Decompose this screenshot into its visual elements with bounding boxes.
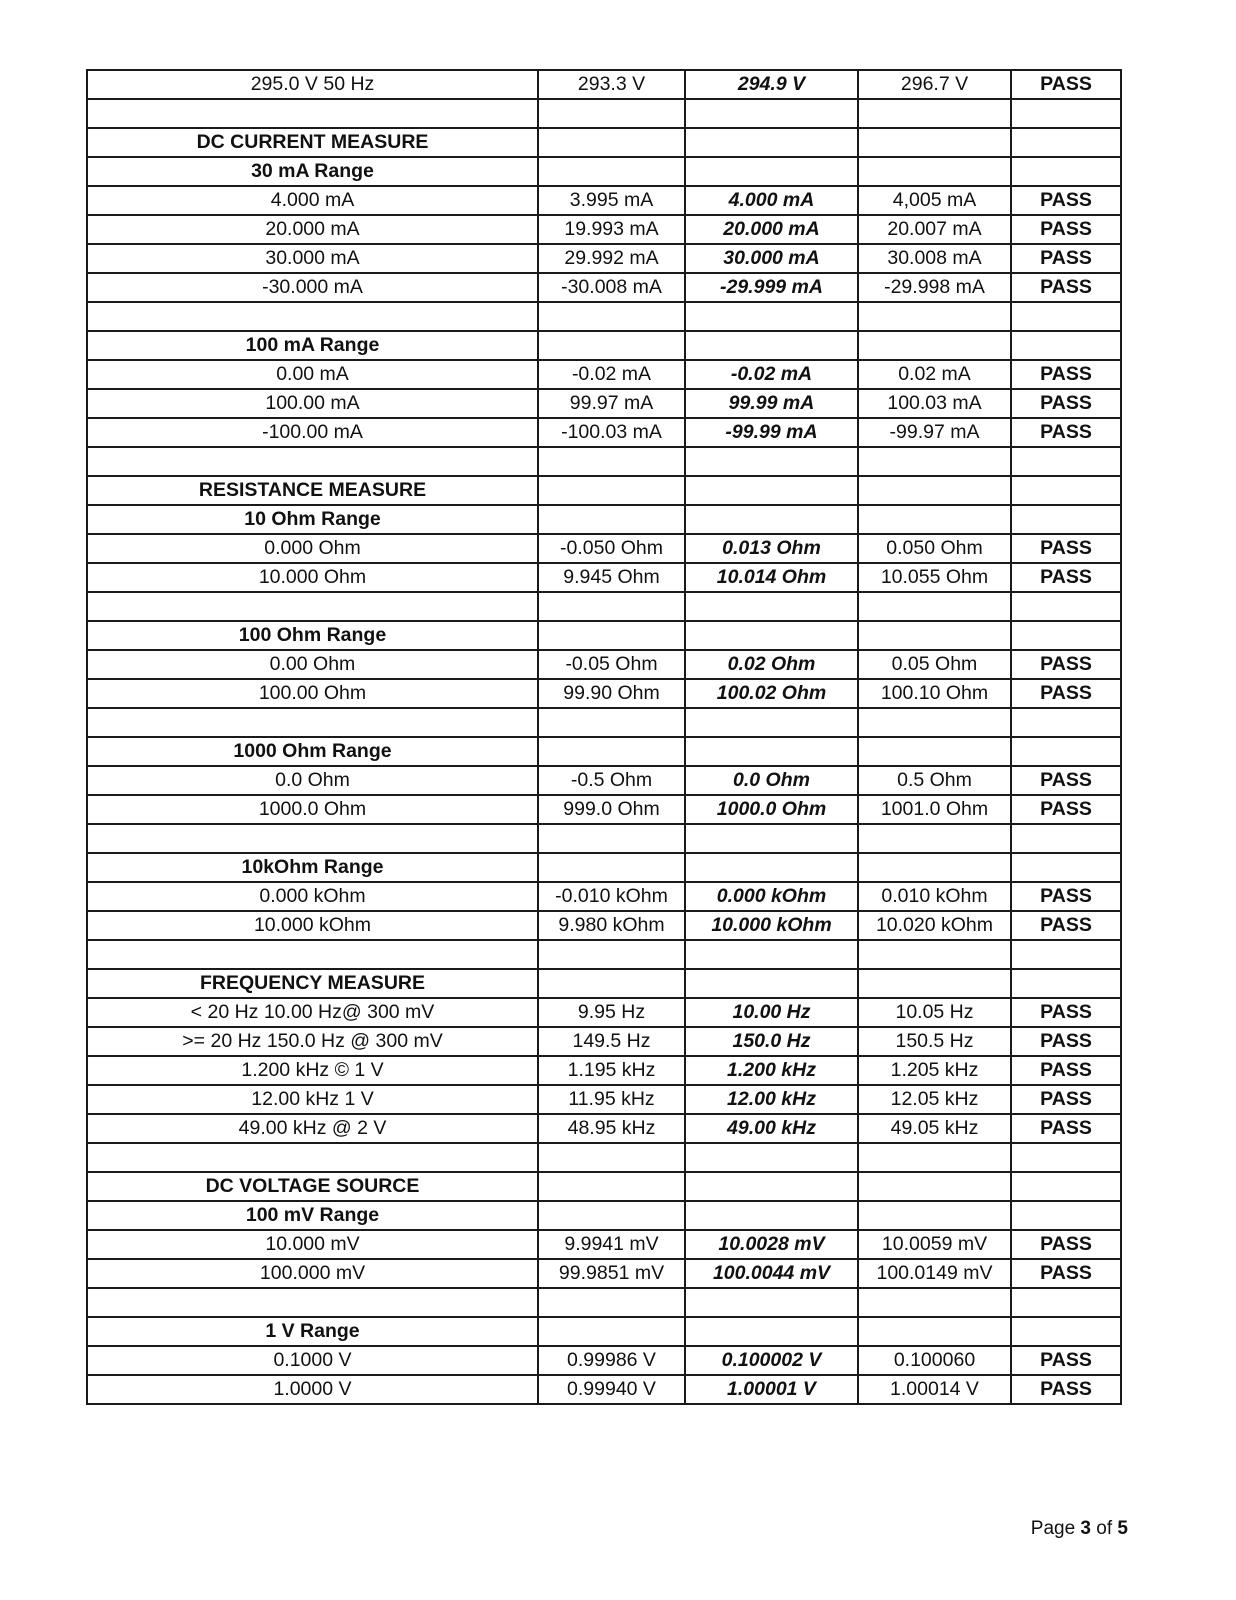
- page-number: [1031, 1518, 1128, 1540]
- section-header-row: [87, 1317, 1121, 1346]
- low-limit-cell: 999.0 Ohm: [538, 795, 685, 824]
- measured-cell: 1000.0 Ohm: [685, 795, 858, 824]
- low-limit-cell: 19.993 mA: [538, 215, 685, 244]
- result-cell: [1011, 1143, 1121, 1172]
- measured-cell: [685, 1201, 858, 1230]
- high-limit-cell: 100.03 mA: [858, 389, 1011, 418]
- result-cell: [1011, 447, 1121, 476]
- nominal-cell: 20.000 mA: [87, 215, 538, 244]
- table-row: [87, 824, 1121, 853]
- result-cell: [1011, 969, 1121, 998]
- low-limit-cell: -0.02 mA: [538, 360, 685, 389]
- low-limit-cell: [538, 940, 685, 969]
- measured-cell: 10.000 kOhm: [685, 911, 858, 940]
- high-limit-cell: 296.7 V: [858, 70, 1011, 99]
- nominal-cell: 10 Ohm Range: [87, 505, 538, 534]
- section-header-row: [87, 157, 1121, 186]
- nominal-cell: 1.200 kHz © 1 V: [87, 1056, 538, 1085]
- nominal-cell: 0.000 kOhm: [87, 882, 538, 911]
- section-header-row: [87, 505, 1121, 534]
- measured-cell: [685, 1143, 858, 1172]
- result-cell: PASS: [1011, 389, 1121, 418]
- low-limit-cell: [538, 1201, 685, 1230]
- nominal-cell: 100 Ohm Range: [87, 621, 538, 650]
- high-limit-cell: 10.055 Ohm: [858, 563, 1011, 592]
- nominal-cell: [87, 1288, 538, 1317]
- table-row: [87, 302, 1121, 331]
- table-row: [87, 273, 1121, 302]
- table-row: [87, 563, 1121, 592]
- table-row: [87, 650, 1121, 679]
- low-limit-cell: [538, 708, 685, 737]
- nominal-cell: DC VOLTAGE SOURCE: [87, 1172, 538, 1201]
- result-cell: PASS: [1011, 795, 1121, 824]
- low-limit-cell: 29.992 mA: [538, 244, 685, 273]
- low-limit-cell: [538, 1288, 685, 1317]
- result-cell: PASS: [1011, 1085, 1121, 1114]
- high-limit-cell: 12.05 kHz: [858, 1085, 1011, 1114]
- result-cell: PASS: [1011, 534, 1121, 563]
- nominal-cell: 100.00 mA: [87, 389, 538, 418]
- section-header-row: [87, 331, 1121, 360]
- page-current: 3: [1080, 1518, 1091, 1539]
- low-limit-cell: 0.99986 V: [538, 1346, 685, 1375]
- nominal-cell: 10.000 kOhm: [87, 911, 538, 940]
- nominal-cell: [87, 1143, 538, 1172]
- measured-cell: [685, 99, 858, 128]
- measured-cell: 12.00 kHz: [685, 1085, 858, 1114]
- nominal-cell: 100.000 mV: [87, 1259, 538, 1288]
- measured-cell: 1.200 kHz: [685, 1056, 858, 1085]
- nominal-cell: [87, 940, 538, 969]
- low-limit-cell: [538, 824, 685, 853]
- nominal-cell: 10kOhm Range: [87, 853, 538, 882]
- nominal-cell: < 20 Hz 10.00 Hz@ 300 mV: [87, 998, 538, 1027]
- measured-cell: [685, 940, 858, 969]
- measured-cell: [685, 853, 858, 882]
- result-cell: PASS: [1011, 650, 1121, 679]
- low-limit-cell: -100.03 mA: [538, 418, 685, 447]
- measured-cell: [685, 157, 858, 186]
- low-limit-cell: 149.5 Hz: [538, 1027, 685, 1056]
- low-limit-cell: [538, 1317, 685, 1346]
- low-limit-cell: [538, 621, 685, 650]
- nominal-cell: 100.00 Ohm: [87, 679, 538, 708]
- high-limit-cell: [858, 592, 1011, 621]
- result-cell: PASS: [1011, 911, 1121, 940]
- low-limit-cell: [538, 99, 685, 128]
- low-limit-cell: 0.99940 V: [538, 1375, 685, 1404]
- nominal-cell: 1.0000 V: [87, 1375, 538, 1404]
- nominal-cell: [87, 592, 538, 621]
- table-row: [87, 1027, 1121, 1056]
- nominal-cell: >= 20 Hz 150.0 Hz @ 300 mV: [87, 1027, 538, 1056]
- low-limit-cell: 1.195 kHz: [538, 1056, 685, 1085]
- nominal-cell: 4.000 mA: [87, 186, 538, 215]
- section-header-row: [87, 476, 1121, 505]
- result-cell: [1011, 853, 1121, 882]
- high-limit-cell: [858, 331, 1011, 360]
- result-cell: [1011, 476, 1121, 505]
- high-limit-cell: [858, 505, 1011, 534]
- nominal-cell: 0.000 Ohm: [87, 534, 538, 563]
- measured-cell: 150.0 Hz: [685, 1027, 858, 1056]
- low-limit-cell: 9.945 Ohm: [538, 563, 685, 592]
- table-row: [87, 1375, 1121, 1404]
- measured-cell: 0.02 Ohm: [685, 650, 858, 679]
- high-limit-cell: [858, 157, 1011, 186]
- table-row: [87, 1056, 1121, 1085]
- result-cell: [1011, 737, 1121, 766]
- high-limit-cell: 1.00014 V: [858, 1375, 1011, 1404]
- nominal-cell: 0.00 mA: [87, 360, 538, 389]
- nominal-cell: [87, 824, 538, 853]
- table-row: [87, 795, 1121, 824]
- result-cell: PASS: [1011, 215, 1121, 244]
- nominal-cell: 0.1000 V: [87, 1346, 538, 1375]
- high-limit-cell: 10.05 Hz: [858, 998, 1011, 1027]
- high-limit-cell: [858, 824, 1011, 853]
- result-cell: [1011, 824, 1121, 853]
- low-limit-cell: [538, 853, 685, 882]
- table-row: [87, 1085, 1121, 1114]
- result-cell: PASS: [1011, 1230, 1121, 1259]
- result-cell: PASS: [1011, 1027, 1121, 1056]
- nominal-cell: 10.000 Ohm: [87, 563, 538, 592]
- table-row: [87, 679, 1121, 708]
- measured-cell: 100.0044 mV: [685, 1259, 858, 1288]
- result-cell: PASS: [1011, 1056, 1121, 1085]
- section-header-row: [87, 621, 1121, 650]
- low-limit-cell: [538, 302, 685, 331]
- measured-cell: 100.02 Ohm: [685, 679, 858, 708]
- measured-cell: 49.00 kHz: [685, 1114, 858, 1143]
- high-limit-cell: 0.5 Ohm: [858, 766, 1011, 795]
- low-limit-cell: -0.5 Ohm: [538, 766, 685, 795]
- nominal-cell: RESISTANCE MEASURE: [87, 476, 538, 505]
- low-limit-cell: -0.050 Ohm: [538, 534, 685, 563]
- result-cell: [1011, 1317, 1121, 1346]
- result-cell: PASS: [1011, 1259, 1121, 1288]
- measured-cell: 0.0 Ohm: [685, 766, 858, 795]
- high-limit-cell: [858, 708, 1011, 737]
- high-limit-cell: [858, 621, 1011, 650]
- table-row: [87, 360, 1121, 389]
- low-limit-cell: [538, 476, 685, 505]
- section-header-row: [87, 969, 1121, 998]
- nominal-cell: [87, 447, 538, 476]
- nominal-cell: 30 mA Range: [87, 157, 538, 186]
- low-limit-cell: -30.008 mA: [538, 273, 685, 302]
- result-cell: PASS: [1011, 882, 1121, 911]
- low-limit-cell: 99.97 mA: [538, 389, 685, 418]
- nominal-cell: 295.0 V 50 Hz: [87, 70, 538, 99]
- result-cell: PASS: [1011, 1114, 1121, 1143]
- result-cell: [1011, 1201, 1121, 1230]
- table-row: [87, 1288, 1121, 1317]
- table-row: [87, 766, 1121, 795]
- result-cell: [1011, 157, 1121, 186]
- high-limit-cell: 100.10 Ohm: [858, 679, 1011, 708]
- low-limit-cell: [538, 447, 685, 476]
- measured-cell: 0.000 kOhm: [685, 882, 858, 911]
- low-limit-cell: 9.980 kOhm: [538, 911, 685, 940]
- nominal-cell: 1000 Ohm Range: [87, 737, 538, 766]
- nominal-cell: 49.00 kHz @ 2 V: [87, 1114, 538, 1143]
- measured-cell: -0.02 mA: [685, 360, 858, 389]
- nominal-cell: [87, 708, 538, 737]
- result-cell: PASS: [1011, 186, 1121, 215]
- result-cell: [1011, 331, 1121, 360]
- result-cell: PASS: [1011, 273, 1121, 302]
- high-limit-cell: [858, 128, 1011, 157]
- nominal-cell: 30.000 mA: [87, 244, 538, 273]
- measured-cell: 10.014 Ohm: [685, 563, 858, 592]
- table-row: [87, 70, 1121, 99]
- result-cell: PASS: [1011, 244, 1121, 273]
- section-header-row: [87, 737, 1121, 766]
- high-limit-cell: [858, 99, 1011, 128]
- low-limit-cell: 11.95 kHz: [538, 1085, 685, 1114]
- table-row: [87, 1346, 1121, 1375]
- page-total: 5: [1117, 1518, 1128, 1539]
- measured-cell: [685, 621, 858, 650]
- result-cell: [1011, 302, 1121, 331]
- high-limit-cell: [858, 1143, 1011, 1172]
- low-limit-cell: 99.90 Ohm: [538, 679, 685, 708]
- nominal-cell: 100 mV Range: [87, 1201, 538, 1230]
- nominal-cell: [87, 99, 538, 128]
- table-row: [87, 244, 1121, 273]
- high-limit-cell: 10.0059 mV: [858, 1230, 1011, 1259]
- measured-cell: [685, 737, 858, 766]
- measured-cell: [685, 1172, 858, 1201]
- result-cell: PASS: [1011, 1375, 1121, 1404]
- nominal-cell: -100.00 mA: [87, 418, 538, 447]
- table-row: [87, 1143, 1121, 1172]
- table-row: [87, 911, 1121, 940]
- table-row: [87, 882, 1121, 911]
- measured-cell: 10.0028 mV: [685, 1230, 858, 1259]
- measured-cell: [685, 505, 858, 534]
- result-cell: PASS: [1011, 418, 1121, 447]
- low-limit-cell: [538, 505, 685, 534]
- result-cell: PASS: [1011, 70, 1121, 99]
- nominal-cell: 10.000 mV: [87, 1230, 538, 1259]
- low-limit-cell: [538, 592, 685, 621]
- measured-cell: [685, 1288, 858, 1317]
- table-row: [87, 99, 1121, 128]
- high-limit-cell: 10.020 kOhm: [858, 911, 1011, 940]
- table-row: [87, 1230, 1121, 1259]
- measured-cell: [685, 447, 858, 476]
- table-row: [87, 186, 1121, 215]
- result-cell: PASS: [1011, 360, 1121, 389]
- high-limit-cell: [858, 476, 1011, 505]
- table-row: [87, 534, 1121, 563]
- result-cell: [1011, 708, 1121, 737]
- high-limit-cell: [858, 302, 1011, 331]
- measured-cell: 99.99 mA: [685, 389, 858, 418]
- low-limit-cell: [538, 969, 685, 998]
- high-limit-cell: 150.5 Hz: [858, 1027, 1011, 1056]
- low-limit-cell: 293.3 V: [538, 70, 685, 99]
- nominal-cell: 0.0 Ohm: [87, 766, 538, 795]
- result-cell: PASS: [1011, 766, 1121, 795]
- table-row: [87, 1114, 1121, 1143]
- measured-cell: 1.00001 V: [685, 1375, 858, 1404]
- result-cell: [1011, 592, 1121, 621]
- high-limit-cell: 30.008 mA: [858, 244, 1011, 273]
- high-limit-cell: 0.05 Ohm: [858, 650, 1011, 679]
- low-limit-cell: -0.010 kOhm: [538, 882, 685, 911]
- nominal-cell: DC CURRENT MEASURE: [87, 128, 538, 157]
- high-limit-cell: 49.05 kHz: [858, 1114, 1011, 1143]
- measured-cell: [685, 302, 858, 331]
- nominal-cell: FREQUENCY MEASURE: [87, 969, 538, 998]
- low-limit-cell: 9.9941 mV: [538, 1230, 685, 1259]
- measured-cell: 30.000 mA: [685, 244, 858, 273]
- nominal-cell: 100 mA Range: [87, 331, 538, 360]
- measured-cell: 20.000 mA: [685, 215, 858, 244]
- measured-cell: 10.00 Hz: [685, 998, 858, 1027]
- nominal-cell: -30.000 mA: [87, 273, 538, 302]
- result-cell: [1011, 128, 1121, 157]
- result-cell: [1011, 505, 1121, 534]
- section-header-row: [87, 1201, 1121, 1230]
- high-limit-cell: 0.100060: [858, 1346, 1011, 1375]
- table-row: [87, 418, 1121, 447]
- high-limit-cell: 20.007 mA: [858, 215, 1011, 244]
- section-header-row: [87, 128, 1121, 157]
- result-cell: [1011, 99, 1121, 128]
- measured-cell: [685, 128, 858, 157]
- low-limit-cell: [538, 737, 685, 766]
- low-limit-cell: 3.995 mA: [538, 186, 685, 215]
- low-limit-cell: 48.95 kHz: [538, 1114, 685, 1143]
- low-limit-cell: 9.95 Hz: [538, 998, 685, 1027]
- table-row: [87, 940, 1121, 969]
- high-limit-cell: 0.010 kOhm: [858, 882, 1011, 911]
- high-limit-cell: 0.050 Ohm: [858, 534, 1011, 563]
- high-limit-cell: [858, 969, 1011, 998]
- nominal-cell: [87, 302, 538, 331]
- high-limit-cell: 1001.0 Ohm: [858, 795, 1011, 824]
- high-limit-cell: [858, 1172, 1011, 1201]
- high-limit-cell: -99.97 mA: [858, 418, 1011, 447]
- page-of: of: [1096, 1518, 1113, 1539]
- low-limit-cell: [538, 128, 685, 157]
- measured-cell: -29.999 mA: [685, 273, 858, 302]
- nominal-cell: 1 V Range: [87, 1317, 538, 1346]
- table-row: [87, 708, 1121, 737]
- nominal-cell: 12.00 kHz 1 V: [87, 1085, 538, 1114]
- high-limit-cell: [858, 447, 1011, 476]
- high-limit-cell: [858, 1288, 1011, 1317]
- high-limit-cell: [858, 853, 1011, 882]
- measured-cell: [685, 1317, 858, 1346]
- measured-cell: 0.013 Ohm: [685, 534, 858, 563]
- high-limit-cell: -29.998 mA: [858, 273, 1011, 302]
- measured-cell: [685, 824, 858, 853]
- result-cell: [1011, 1172, 1121, 1201]
- table-row: [87, 592, 1121, 621]
- high-limit-cell: [858, 737, 1011, 766]
- high-limit-cell: 100.0149 mV: [858, 1259, 1011, 1288]
- measured-cell: [685, 969, 858, 998]
- low-limit-cell: -0.05 Ohm: [538, 650, 685, 679]
- calibration-results-table: [86, 69, 1122, 1405]
- low-limit-cell: 99.9851 mV: [538, 1259, 685, 1288]
- table-row: [87, 389, 1121, 418]
- result-cell: [1011, 621, 1121, 650]
- low-limit-cell: [538, 157, 685, 186]
- high-limit-cell: [858, 1317, 1011, 1346]
- result-cell: [1011, 940, 1121, 969]
- page-label: Page: [1030, 1518, 1076, 1539]
- table-row: [87, 1259, 1121, 1288]
- table-row: [87, 215, 1121, 244]
- table-row: [87, 998, 1121, 1027]
- result-cell: PASS: [1011, 1346, 1121, 1375]
- measured-cell: [685, 592, 858, 621]
- measured-cell: -99.99 mA: [685, 418, 858, 447]
- table-row: [87, 447, 1121, 476]
- measured-cell: [685, 331, 858, 360]
- measured-cell: 4.000 mA: [685, 186, 858, 215]
- high-limit-cell: 1.205 kHz: [858, 1056, 1011, 1085]
- result-cell: PASS: [1011, 563, 1121, 592]
- nominal-cell: 0.00 Ohm: [87, 650, 538, 679]
- measured-cell: 0.100002 V: [685, 1346, 858, 1375]
- result-cell: [1011, 1288, 1121, 1317]
- high-limit-cell: [858, 940, 1011, 969]
- high-limit-cell: [858, 1201, 1011, 1230]
- low-limit-cell: [538, 331, 685, 360]
- high-limit-cell: 0.02 mA: [858, 360, 1011, 389]
- nominal-cell: 1000.0 Ohm: [87, 795, 538, 824]
- section-header-row: [87, 1172, 1121, 1201]
- measured-cell: [685, 708, 858, 737]
- result-cell: PASS: [1011, 998, 1121, 1027]
- low-limit-cell: [538, 1143, 685, 1172]
- low-limit-cell: [538, 1172, 685, 1201]
- high-limit-cell: 4,005 mA: [858, 186, 1011, 215]
- table-body: [87, 70, 1121, 1404]
- measured-cell: 294.9 V: [685, 70, 858, 99]
- result-cell: PASS: [1011, 679, 1121, 708]
- measured-cell: [685, 476, 858, 505]
- section-header-row: [87, 853, 1121, 882]
